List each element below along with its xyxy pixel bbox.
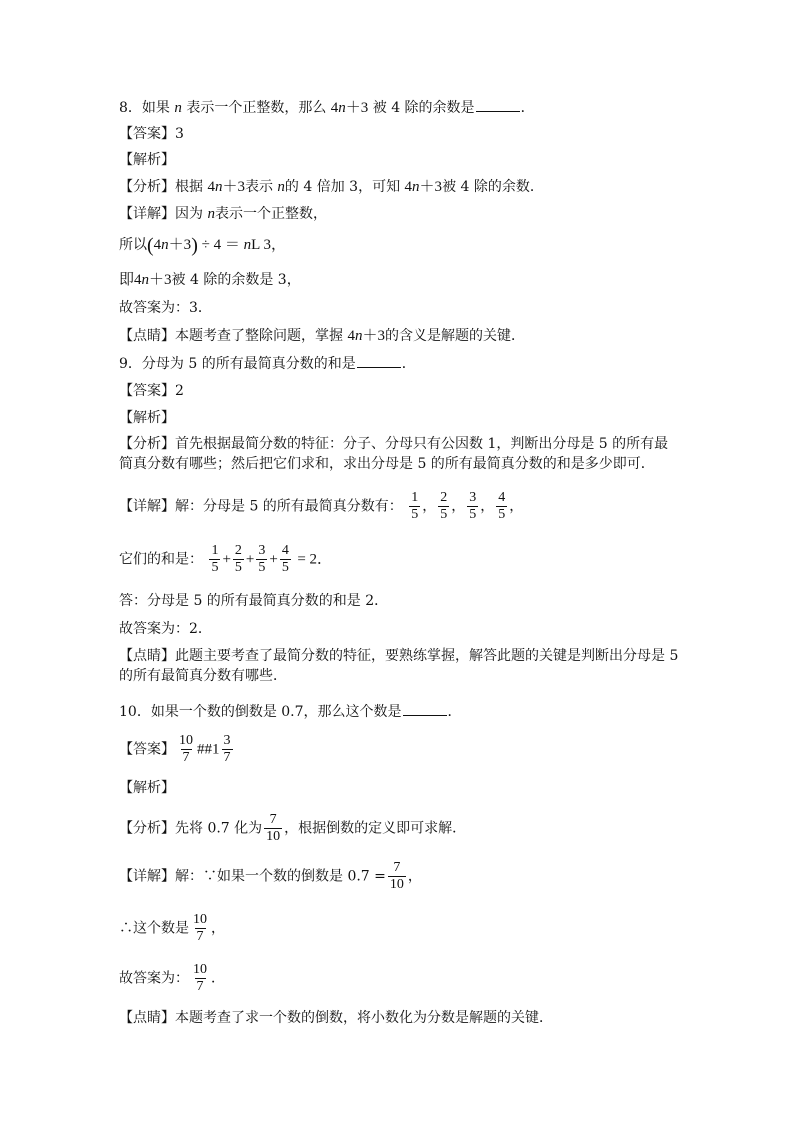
fraction: $\frac{7}{10}$: [266, 812, 281, 844]
q9-sum: 它们的和是： $\frac{1}{5}$ + $\frac{2}{5}$ + $\frac{3}{5}$ + $\frac{4}{5}$ = 2．: [119, 543, 333, 575]
q9-final: 故答案为：2．: [119, 621, 212, 637]
q8-analysis-label: 【解析】: [119, 152, 175, 168]
dianjing-label: 【点睛】: [119, 1010, 175, 1026]
q9-analysis-label: 【解析】: [119, 410, 175, 426]
fraction: $\frac{4}{5}$: [498, 490, 506, 522]
answer-blank: [403, 703, 447, 716]
q8-step1: 所以(4n＋3) ÷ 4 ＝ nL 3，: [119, 234, 286, 257]
answer-label: 【答案】: [119, 383, 175, 399]
q8-fenxi: 【分析】根据 4n＋3表示 n的 4 倍加 3，可知 4n＋3被 4 除的余数．: [119, 179, 544, 195]
answer-fraction: $\frac{10}{7}$: [179, 733, 193, 765]
q10-fenxi: 【分析】先将 0.7 化为 $\frac{7}{10}$ ，根据倒数的定义即可求解．: [119, 812, 467, 844]
dianjing-label: 【点睛】: [119, 328, 175, 344]
fraction: $\frac{1}{5}$: [211, 543, 219, 575]
q10-detail: 【详解】解：∵如果一个数的倒数是 0.7 = $\frac{7}{10}$ ，: [119, 860, 422, 892]
fenxi-label: 【分析】: [119, 436, 175, 452]
fraction: $\frac{2}{5}$: [440, 490, 448, 522]
q9-reply: 答：分母是 5 的所有最简真分数的和是 2．: [119, 593, 389, 609]
q8-detail: 【详解】因为 n表示一个正整数，: [119, 206, 327, 222]
answer-label: 【答案】: [119, 126, 175, 142]
q8-expr: 4n＋3: [330, 100, 369, 116]
q9-question: 9．分母为 5 的所有最简真分数的和是 ．: [119, 356, 416, 372]
fraction: $\frac{1}{5}$: [411, 490, 419, 522]
q8-dianjing: 【点睛】本题考查了整除问题，掌握 4n＋3的含义是解题的关键．: [119, 328, 525, 344]
fenxi-label: 【分析】: [119, 179, 175, 195]
fraction: $\frac{4}{5}$: [281, 543, 289, 575]
fraction: $\frac{3}{5}$: [469, 490, 477, 522]
q8-question-num: 8．如果: [119, 100, 170, 116]
q9-fenxi: 【分析】首先根据最简分数的特征：分子、分母只有公因数 1，判断出分母是 5 的所有最简真分数有哪些；然后把它们求和，求出分母是 5 的所有最简真分数的和是多少即可．: [119, 436, 669, 472]
answer-blank: [357, 355, 401, 368]
answer-value: 3: [175, 126, 184, 142]
detail-label: 【详解】: [119, 868, 175, 885]
q10-final: 故答案为： $\frac{10}{7}$ ．: [119, 962, 225, 994]
answer-value: 2: [175, 383, 184, 399]
q10-question: 10．如果一个数的倒数是 0.7，那么这个数是 ．: [119, 704, 462, 720]
answer-label: 【答案】: [119, 741, 175, 758]
fenxi-label: 【分析】: [119, 820, 175, 837]
answer-blank: [476, 99, 520, 112]
q10-answer: 【答案】 $\frac{10}{7}$ ##1 $\frac{3}{7}$: [119, 733, 231, 765]
q8-var-n: n: [174, 100, 182, 116]
q10-dianjing: 【点睛】本题考查了求一个数的倒数，将小数化为分数是解题的关键．: [119, 1010, 553, 1026]
q9-dianjing: 【点睛】此题主要考查了最简分数的特征，要熟练掌握，解答此题的关键是判断出分母是 5 的所有最简真分数有哪些．: [119, 648, 679, 684]
dianjing-label: 【点睛】: [119, 648, 175, 664]
detail-label: 【详解】: [119, 206, 175, 222]
q8-question-tail: 被 4 除的余数是: [372, 100, 475, 116]
q10-therefore: ∴这个数是 $\frac{10}{7}$ ，: [119, 912, 225, 944]
fraction: $\frac{2}{5}$: [234, 543, 242, 575]
fraction: $\frac{10}{7}$: [193, 912, 207, 944]
q8-step2: 即4n＋3被 4 除的余数是 3，: [119, 272, 301, 288]
q9-detail: 【详解】解：分母是 5 的所有最简真分数有： $\frac{1}{5}$ ， $\frac{2}{5}$ ， $\frac{3}{5}$ ， $\frac{4}{5}$ ，: [119, 490, 524, 522]
fraction: $\frac{10}{7}$: [193, 962, 207, 994]
answer-mixed-fraction: $\frac{3}{7}$: [223, 733, 231, 765]
detail-label: 【详解】: [119, 498, 175, 515]
q8-question-mid: 表示一个正整数，那么: [186, 100, 327, 116]
q8-final: 故答案为：3．: [119, 300, 212, 316]
fraction: $\frac{7}{10}$: [389, 860, 404, 892]
q8-answer: [119, 125, 184, 143]
q10-analysis-label: 【解析】: [119, 780, 175, 796]
fraction: $\frac{3}{5}$: [258, 543, 266, 575]
q8-question: 8．如果 n 表示一个正整数，那么 4n＋3 被 4 除的余数是 ．: [119, 100, 535, 116]
q9-answer: [119, 382, 184, 400]
